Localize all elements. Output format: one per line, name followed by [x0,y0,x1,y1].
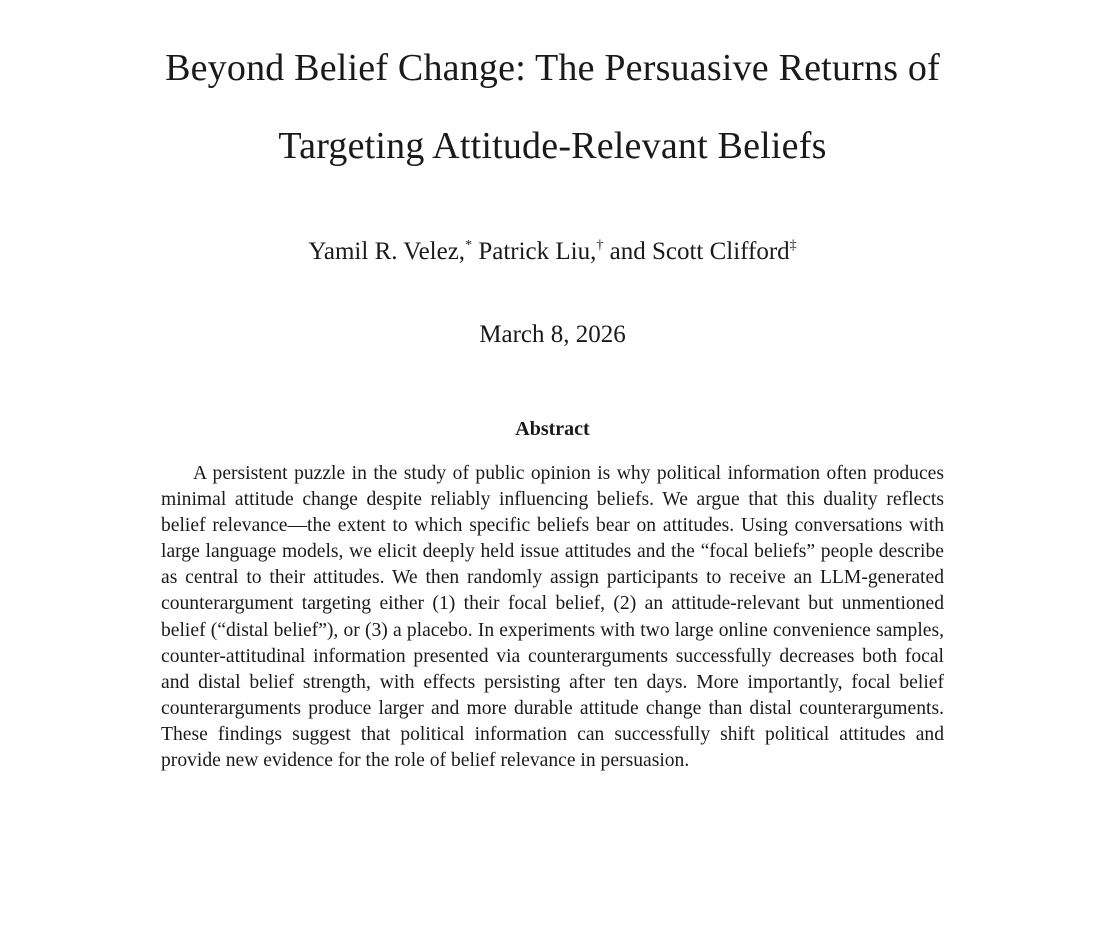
paper-title-line-2: Targeting Attitude-Relevant Beliefs [278,125,827,167]
abstract-text: A persistent puzzle in the study of public opinion is why political information often produces minimal attitude change despite reliably influencing beliefs. We argue that this duality reflects belief relevance—the extent to which specific beliefs bear on attitudes. Using conversations with large language models, we elicit deeply held issue attitudes and the “focal beliefs” people describe as central to their attitudes. We then randomly assign participants to receive an LLM-generated counterargument targeting either (1) their focal belief, (2) an attitude-relevant but unmentioned belief (“distal belief”), or (3) a placebo. In experiments with two large online convenience samples, counter-attitudinal information presented via counterarguments successfully decreases both focal and distal belief strength, with effects persisting after ten days. More importantly, focal belief counterarguments produce larger and more durable attitude change than distal counterarguments. These findings suggest that political information can successfully shift political attitudes and provide new evidence for the role of belief relevance in persuasion. [161,463,944,772]
paper-title-line-1: Beyond Belief Change: The Persuasive Returns of [165,47,940,89]
author-footnote-mark: † [596,238,604,253]
abstract-heading: Abstract [515,418,590,440]
author-name: Yamil R. Velez, [308,238,466,265]
author-name: and Scott Clifford [609,238,790,265]
author-footnote-mark: * [465,238,473,253]
author-name: Patrick Liu, [478,238,597,265]
author-list [120,238,985,266]
publication-date: March 8, 2026 [479,321,626,348]
author-footnote-mark: ‡ [789,238,797,253]
